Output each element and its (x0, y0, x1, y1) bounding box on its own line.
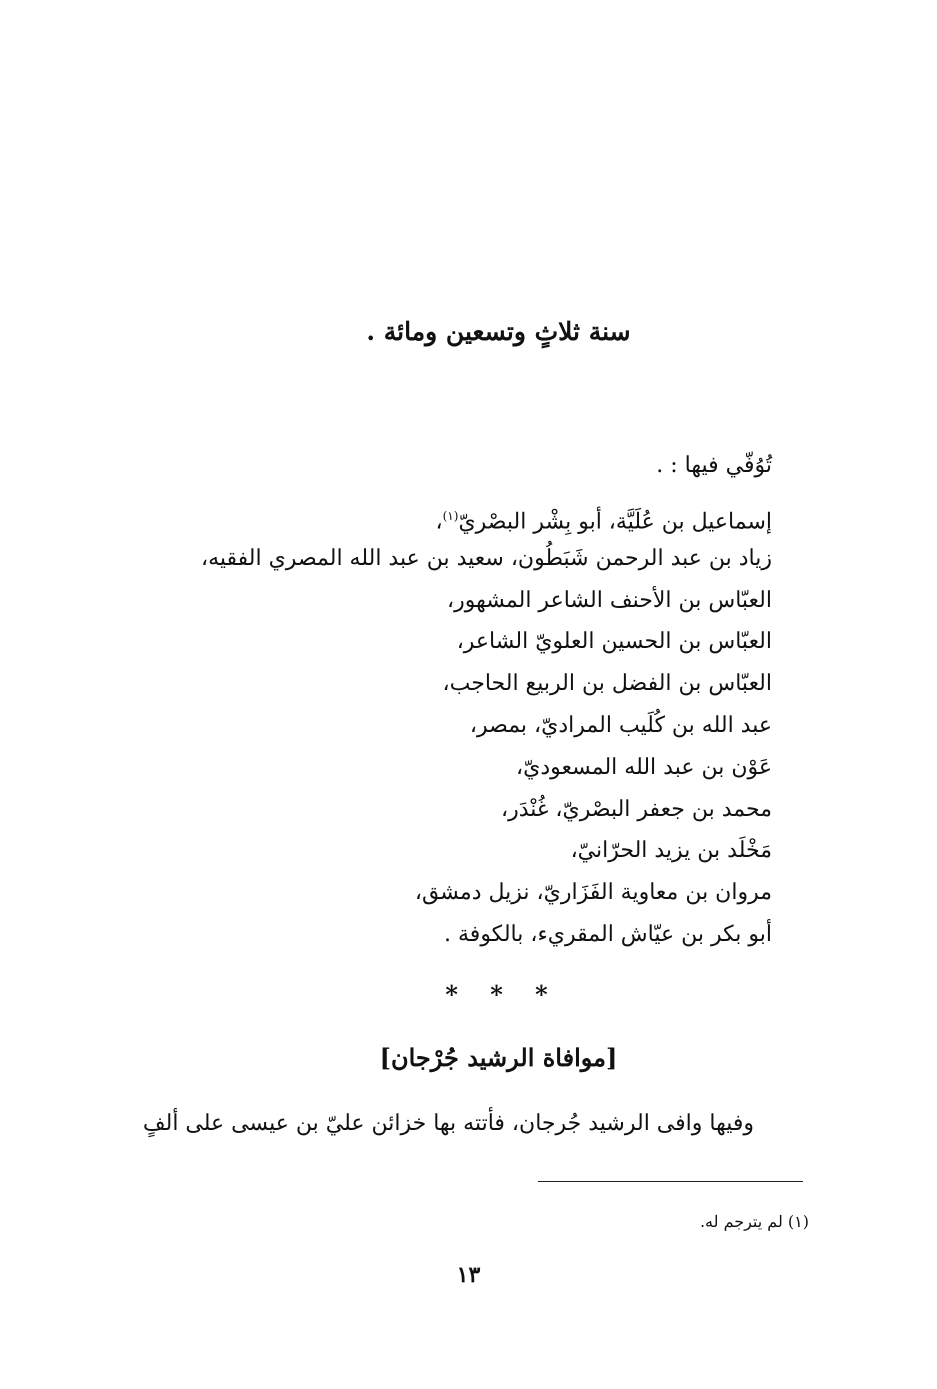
death-entry (201, 663, 772, 705)
death-entry (201, 496, 772, 538)
death-entry (201, 830, 772, 872)
death-entry-text: زياد بن عبد الرحمن شَبَطُون، سعيد بن عبد الله المصري الفقيه، (200, 545, 772, 571)
death-entry-text: العبّاس بن الأحنف الشاعر المشهور، (447, 587, 772, 613)
death-entry-text: محمد بن جعفر البصْريّ، غُنْدَر، (501, 796, 772, 822)
death-entry-text: العبّاس بن الفضل بن الربيع الحاجب، (442, 671, 772, 697)
death-entry (201, 872, 772, 914)
deaths-list (201, 496, 772, 956)
death-entry-text: مروان بن معاوية الفَزَاريّ، نزيل دمشق، (414, 880, 772, 906)
footnote-marker: (١) (442, 509, 459, 523)
death-entry-text: عَوْن بن عبد الله المسعوديّ، (516, 754, 772, 780)
death-entry-text: العبّاس بن الحسين العلويّ الشاعر، (456, 629, 772, 655)
death-entry-text: أبو بكر بن عيّاش المقريء، بالكوفة . (444, 921, 772, 947)
death-entry-text: مَخْلَد بن يزيد الحرّانيّ، (570, 838, 772, 864)
section-heading: [موافاة الرشيد جُرْجان] (379, 1043, 618, 1072)
section-separator: * * * (445, 980, 560, 1009)
death-entry (201, 580, 772, 622)
death-entry-text: إسماعيل بن عُلَيَّة، أبو بِشْر البصْريّ (458, 509, 772, 535)
deaths-intro: تُوُفّي فيها : . (656, 453, 772, 478)
footnote: (١) لم يترجم له. (699, 1212, 809, 1231)
death-entry (201, 621, 772, 663)
body-paragraph: وفيها وافى الرشيد جُرجان، فأتته بها خزائن عليّ بن عيسى على ألفٍ (142, 1111, 754, 1136)
death-entry (201, 747, 772, 789)
death-entry (201, 705, 772, 747)
death-entry (201, 789, 772, 831)
death-entry (201, 538, 772, 580)
page-number: ١٣ (456, 1262, 481, 1288)
death-entry-text: عبد الله بن كُلَيب المراديّ، بمصر، (469, 712, 772, 738)
year-title: سنة ثلاثٍ وتسعين ومائة . (366, 317, 631, 346)
death-entry (201, 914, 772, 956)
footnote-divider (538, 1181, 803, 1182)
death-entry-trail: ، (435, 509, 443, 535)
